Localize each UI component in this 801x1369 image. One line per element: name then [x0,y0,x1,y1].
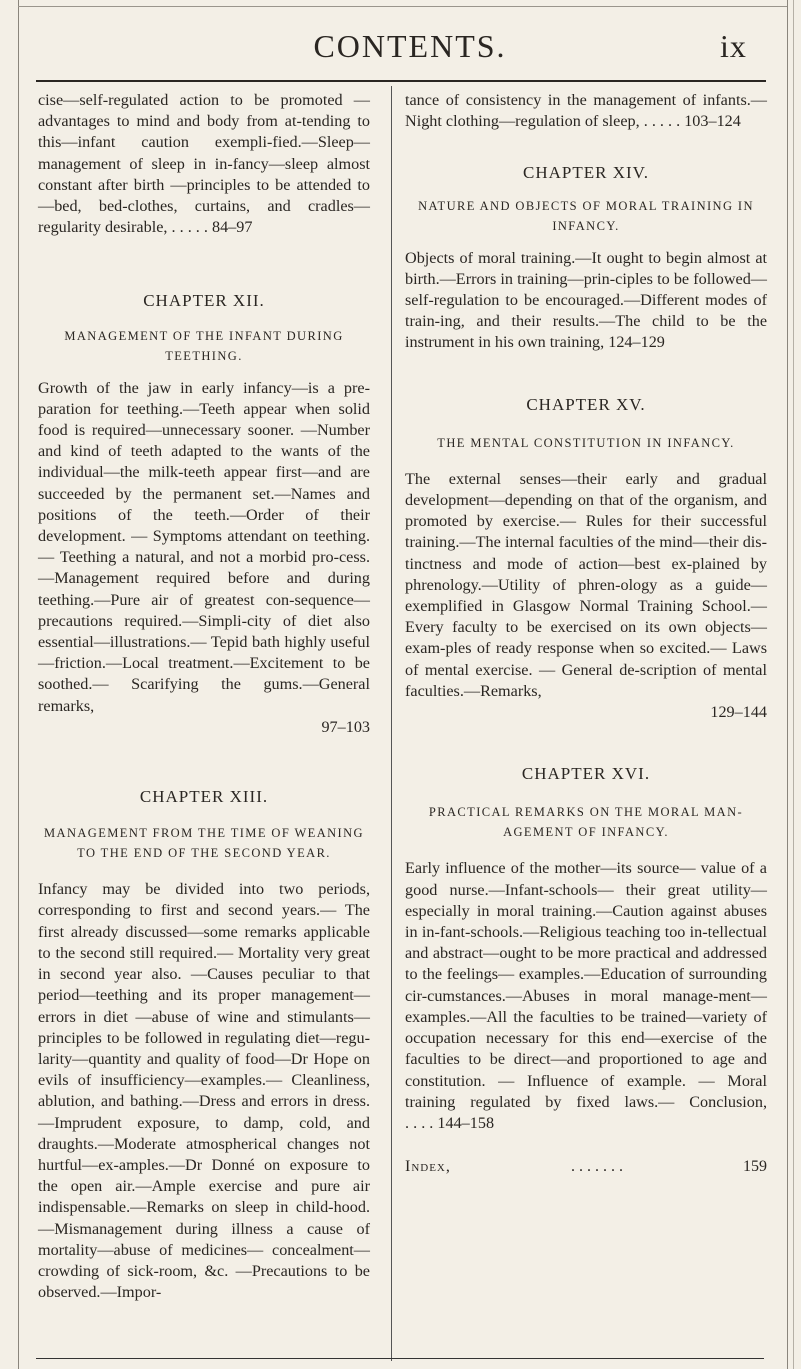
chapter-xiii-summary-text: Infancy may be divided into two periods, corresponding to first and second years.— The first already discussed—some remarks applicable to the second still required.— Mortality very great in second year also. —Causes peculiar to that period—teething and its proper management—errors in diet —abuse of wine and stimulants—principles to be followed in regulating diet—regu-larity—quantity and quality of food—Dr Hope on evils of insufficiency—examples.— Cleanliness, ablution, and bathing.—Dress and errors in dress.—Imprudent exposure, to damp, cold, and draughts.—Moderate atmospherical changes not hurtful—ex-amples.—Dr Donné on exposure to the open air.—Ample exercise and pure air indispensable.—Remarks on sleep in child-hood.—Mismanagement during illness a cause of mortality—abuse of medicines— concealment—crowding of sick-room, &c. —Precautions to be observed.—Impor- [38,880,370,1302]
chapter-xiii-subtitle: MANAGEMENT FROM THE TIME OF WEANING TO THE END OF THE SECOND YEAR. [44,826,364,861]
bottom-rule [36,1358,764,1359]
header-rule [36,80,766,82]
chapter-xiii-summary [38,879,370,1303]
chapter-xiv-summary-text: Objects of moral training.—It ought to begin almost at birth.—Errors in training—prin-ciples to be followed—self-regulation to be encouraged.—Different modes of train-ing, and their results.—The child to be the instrument in his own training, [405,248,767,352]
chapter-xiv-pages: 124–129 [608,333,665,352]
index-page: 159 [742,1158,767,1176]
index-dots: . . . . . . . [570,1158,623,1176]
index-entry [405,1156,767,1177]
index-label: Index, [405,1158,451,1176]
page-edge-top [18,6,787,7]
chapter-xv-pages: 129–144 [710,703,767,722]
continued-entry-text: cise—self-regulated action to be promoted —advantages to mind and body from at-tending to this—infant caution exempli-fied.—Sleep—management of sleep in in-fancy—sleep almost constant after birth —principles to be attended to—bed, bed-clothes, curtains, and cradles—regularity desirable, [38,91,370,237]
chapter-xvi-summary [405,858,767,1134]
running-title: CONTENTS. [313,28,507,64]
continued-entry [38,90,370,238]
page-edge-right-outer [793,0,794,1369]
chapter-xv-heading: CHAPTER XV. [526,394,646,414]
chapter-xii-summary [38,378,370,738]
chapter-xii-summary-text: Growth of the jaw in early infancy—is a pre-paration for teething.—Teeth appear when solid food is required—unnecessary sooner. —Number and kind of teeth adapted to the wants of the individual—the milk-teeth appear first—and are succeeded by the permanent set.—Names and positions of the teeth.—Order of their development. — Symptoms attendant on teething. — Teething a natural, and not a morbid pro-cess.—Management required before and during teething.—Pure air of greatest con-sequence—precautions required.—Simpli-city of diet also essential—illustrations.— Tepid bath highly useful—friction.—Local treatment.—Excitement to be soothed.— Scarifying the gums.—General remarks, [38,378,370,715]
chapter-xiii-continued-text: tance of consistency in the management of infants.—Night clothing—regulation of sleep, [405,91,767,131]
chapter-xiii-continued-entry [405,90,767,132]
chapter-xiii-pages: . . . . . 103–124 [643,112,741,131]
column-divider [391,86,392,1361]
chapter-xiv-subtitle: NATURE AND OBJECTS OF MORAL TRAINING IN INFANCY. [418,198,754,233]
right-column [405,90,767,1177]
page-edge-right [787,0,788,1369]
chapter-xii-heading: CHAPTER XII. [143,291,265,311]
chapter-xiv-heading: CHAPTER XIV. [523,163,649,183]
chapter-xii-pages: 97–103 [321,717,370,736]
chapter-xvi-summary-text: Early influence of the mother—its source— value of a good nurse.—Infant-schools— their great utility—especially in moral training.—Caution against abuses in in-fant-schools.—Religious teaching too in-tellectual and abstract—ought to be more practical and addressed to the feelings— examples.—Education of surrounding cir-cumstances.—Abuses in moral manage-ment—examples.—All the faculties to be trained—variety of occupation necessary for this end—exercise of the faculties to be direct—and proportioned to age and constitution. — Influence of example. — Moral training regulated by fixed laws.— Conclusion, [405,859,767,1111]
chapter-xvi-subtitle: PRACTICAL REMARKS ON THE MORAL MAN-AGEMENT OF INFANCY. [428,805,744,840]
running-header [30,28,790,78]
chapter-xvi-heading: CHAPTER XVI. [521,764,651,784]
page-number: ix [720,28,747,64]
chapter-xiii-heading: CHAPTER XIII. [139,787,269,807]
chapter-xiv-summary [405,248,767,354]
chapter-xvi-pages: . . . . 144–158 [405,1113,495,1132]
chapter-xii-subtitle: MANAGEMENT OF THE INFANT DURING TEETHING. [64,328,344,363]
continued-entry-pages: . . . . . 84–97 [171,218,253,237]
chapter-xv-summary-text: The external senses—their early and gradual development—depending on that of the organism, and promoted by exercise.— Rules for their successful training.—The internal faculties of the mind—their dis-tinctness and mode of action—best ex-plained by phrenology.—Utility of phren-ology as a guide—exemplified in Glasgow Normal Training School.—Every faculty to be exercised on its own objects—exam-ples of ready response when so excited.— Laws of mental exercise. — General de-scription of mental faculties.—Remarks, [405,469,767,700]
chapter-xv-subtitle: THE MENTAL CONSTITUTION IN INFANCY. [437,435,735,450]
chapter-xv-summary [405,469,767,723]
left-column [38,90,370,1303]
page-edge-left [18,0,19,1369]
